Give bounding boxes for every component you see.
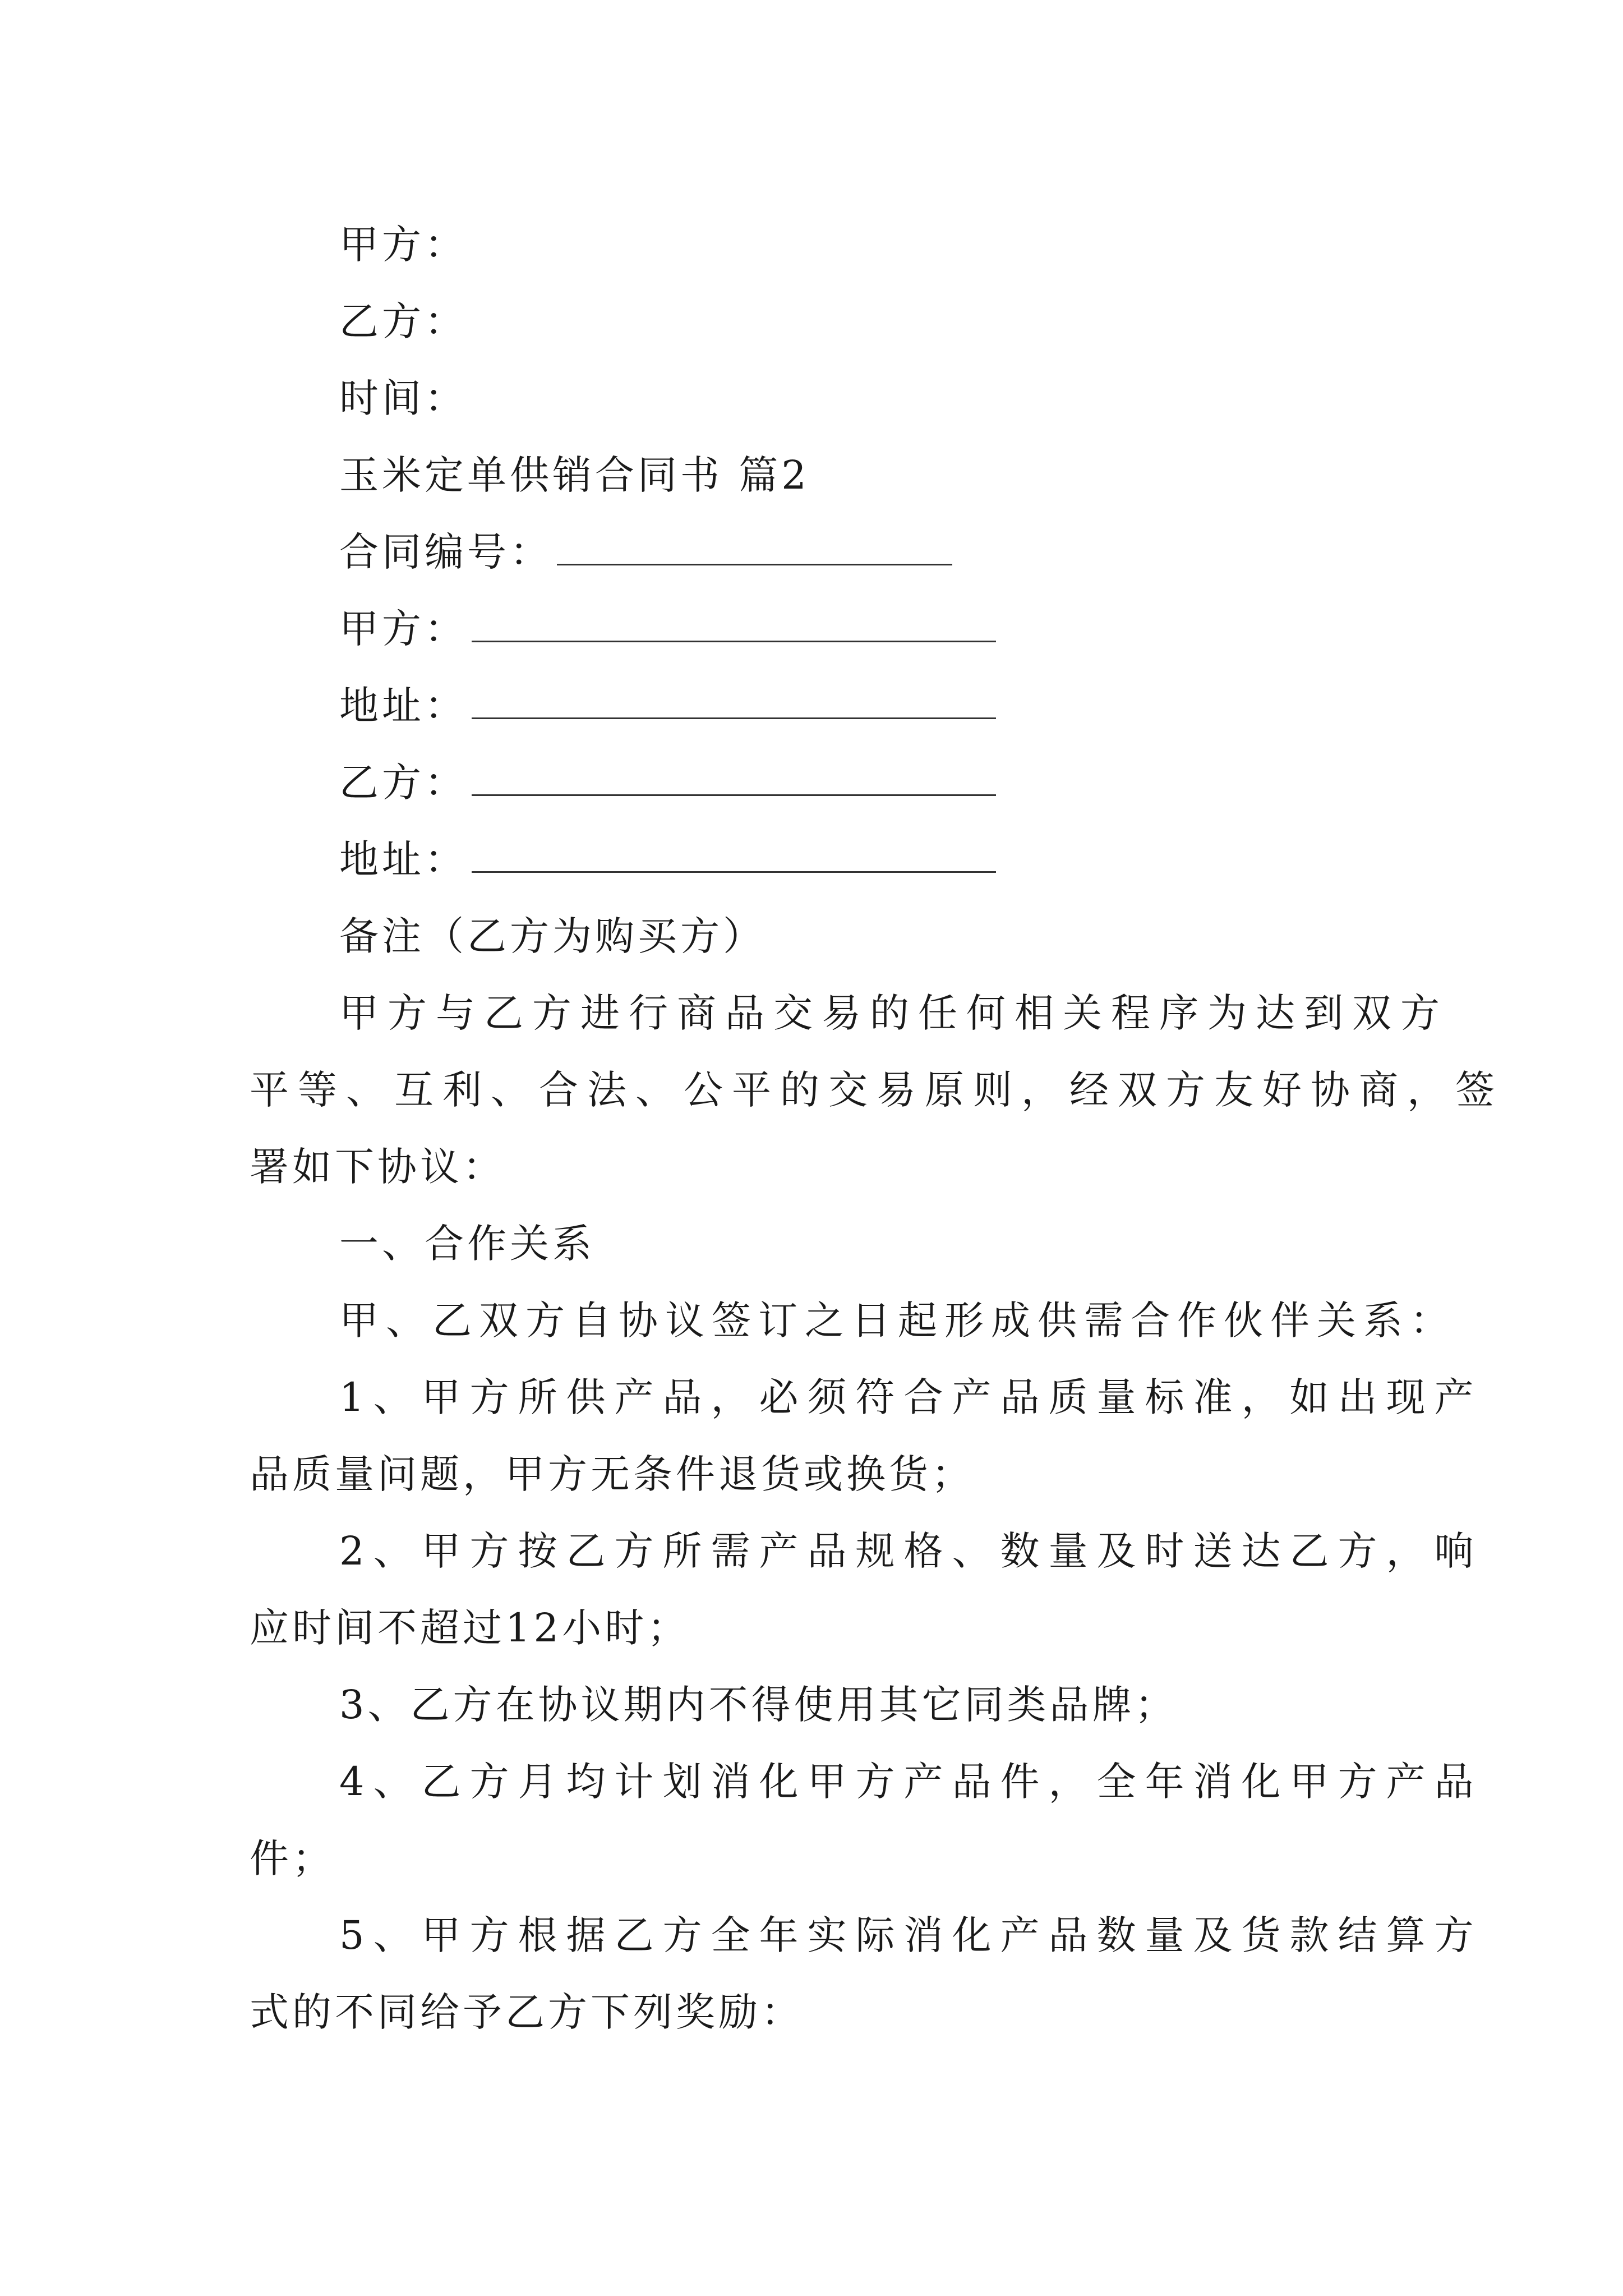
party-a-line: 甲方： bbox=[339, 222, 467, 268]
field-label: 地址： bbox=[339, 836, 467, 882]
paragraph-line: 平等、互利、合法、公平的交易原则，经双方友好协商，签 bbox=[250, 1067, 1504, 1113]
field-label: 合同编号： bbox=[339, 529, 552, 575]
address-a-field bbox=[339, 674, 996, 731]
paragraph-line: 甲方与乙方进行商品交易的任何相关程序为达到双方 bbox=[339, 990, 1449, 1036]
paragraph-line: 甲、乙双方自协议签订之日起形成供需合作伙伴关系： bbox=[339, 1297, 1456, 1343]
list-item-line: 1、甲方所供产品，必须符合产品质量标准，如出现产 bbox=[339, 1374, 1483, 1420]
list-item-line: 品质量问题，甲方无条件退货或换货； bbox=[250, 1451, 974, 1497]
blank-line bbox=[472, 717, 996, 719]
party-b-field bbox=[339, 751, 996, 808]
list-item-line: 4、乙方月均计划消化甲方产品件，全年消化甲方产品 bbox=[339, 1759, 1483, 1805]
list-item-line: 应时间不超过12小时； bbox=[250, 1605, 690, 1651]
blank-line bbox=[472, 794, 996, 796]
field-label: 地址： bbox=[339, 683, 467, 729]
buyer-note: 备注（乙方为购买方） bbox=[339, 913, 766, 959]
contract-number-field bbox=[339, 521, 952, 577]
party-a-field bbox=[339, 597, 996, 654]
list-item-line: 2、甲方按乙方所需产品规格、数量及时送达乙方，响 bbox=[339, 1528, 1483, 1574]
field-label: 甲方： bbox=[339, 606, 467, 652]
section-heading: 一、合作关系 bbox=[339, 1221, 595, 1267]
list-item-line: 5、甲方根据乙方全年实际消化产品数量及货款结算方 bbox=[339, 1912, 1483, 1958]
list-item-line: 式的不同给予乙方下列奖励： bbox=[250, 1989, 804, 2035]
time-line: 时间： bbox=[339, 375, 467, 421]
list-item-line: 3、乙方在协议期内不得使用其它同类品牌； bbox=[339, 1682, 1178, 1728]
field-label: 乙方： bbox=[339, 760, 467, 806]
paragraph-line: 署如下协议： bbox=[250, 1144, 505, 1190]
blank-line bbox=[472, 871, 996, 873]
party-b-line: 乙方： bbox=[339, 298, 467, 344]
list-item-line: 件； bbox=[250, 1835, 335, 1881]
blank-line bbox=[557, 563, 952, 565]
blank-line bbox=[472, 640, 996, 642]
contract-title: 玉米定单供销合同书 篇2 bbox=[339, 452, 810, 498]
address-b-field bbox=[339, 828, 996, 885]
